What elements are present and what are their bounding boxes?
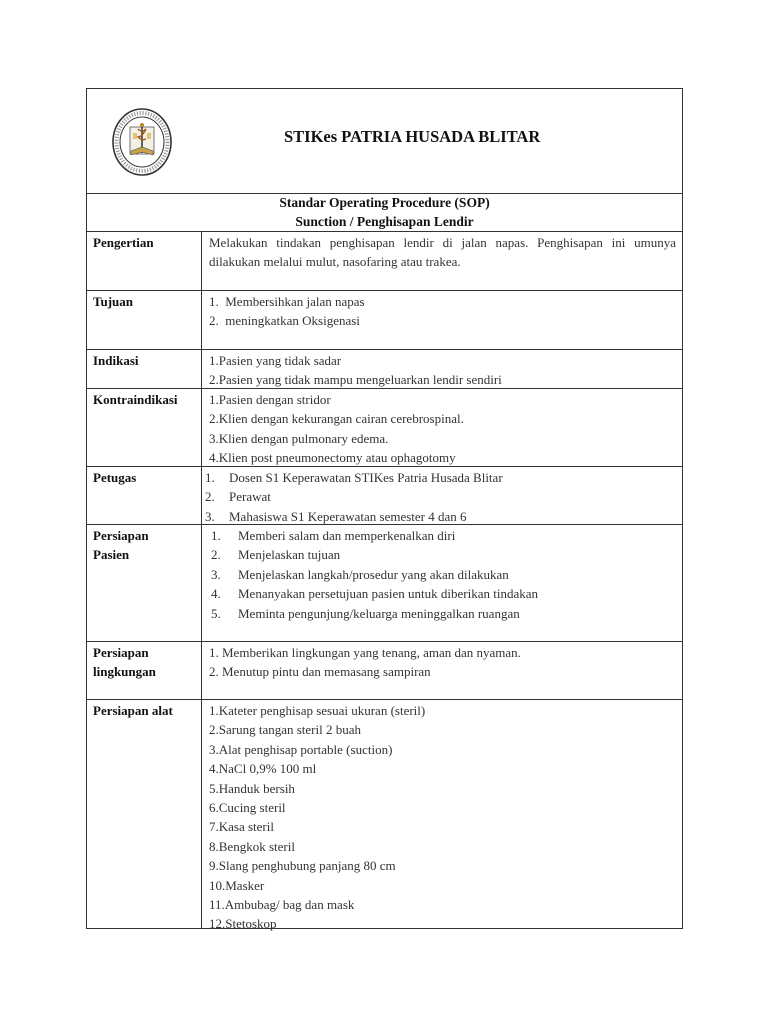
list-item bbox=[205, 468, 676, 487]
procedure-title: Sunction / Penghisapan Lendir bbox=[295, 214, 474, 229]
list-item: 9.Slang penghubung panjang 80 cm bbox=[209, 858, 396, 874]
list-item: 10.Masker bbox=[209, 877, 265, 893]
list-item: 11.Ambubag/ bag dan mask bbox=[209, 897, 355, 913]
row-persiapan-lingkungan bbox=[87, 641, 682, 700]
list-item: 1. Memberikan lingkungan yang tenang, aman dan nyaman. bbox=[209, 645, 521, 660]
label-petugas: Petugas bbox=[87, 466, 202, 524]
list-number: 1. bbox=[205, 470, 215, 485]
list-text: Dosen S1 Keperawatan STIKes Patria Husada Blitar bbox=[229, 470, 503, 485]
institution-logo bbox=[111, 107, 173, 177]
list-item: 6.Cucing steril bbox=[209, 800, 286, 816]
label-persiapan-pasien bbox=[87, 524, 202, 641]
list-item bbox=[211, 526, 676, 545]
list-number: 4. bbox=[211, 586, 221, 602]
list-item: 3.Alat penghisap portable (suction) bbox=[209, 741, 393, 757]
sop-title: Standar Operating Procedure (SOP) bbox=[279, 195, 490, 210]
value-petugas bbox=[203, 466, 682, 528]
list-item: 4.Klien post pneumonectomy atau ophagotomy bbox=[209, 450, 456, 466]
list-number: 2. bbox=[211, 547, 221, 563]
list-item: 8.Bengkok steril bbox=[209, 838, 295, 854]
list-item: 2.Sarung tangan steril 2 buah bbox=[209, 722, 361, 738]
list-item bbox=[205, 487, 676, 506]
list-item bbox=[211, 604, 676, 623]
list-item: 1. Membersihkan jalan napas bbox=[209, 294, 365, 309]
label-persiapan-lingkungan bbox=[87, 641, 202, 699]
list-item: 5.Handuk bersih bbox=[209, 780, 295, 796]
list-item bbox=[211, 545, 676, 564]
list-number: 3. bbox=[205, 508, 215, 524]
institution-name: STIKes PATRIA HUSADA BLITAR bbox=[284, 127, 541, 146]
list-item: 2. meningkatkan Oksigenasi bbox=[209, 313, 360, 329]
list-item: 3.Klien dengan pulmonary edema. bbox=[209, 430, 389, 446]
value-persiapan-alat bbox=[203, 699, 682, 936]
list-number: 2. bbox=[205, 489, 215, 505]
list-item: 1.Pasien yang tidak sadar bbox=[209, 353, 342, 368]
list-text: Mahasiswa S1 Keperawatan semester 4 dan 6 bbox=[229, 508, 467, 524]
label-line: lingkungan bbox=[93, 664, 156, 680]
label-line: Pasien bbox=[93, 547, 130, 563]
list-item: 2.Klien dengan kekurangan cairan cerebrospinal. bbox=[209, 411, 464, 427]
list-item: 12.Stetoskop bbox=[209, 916, 277, 932]
list-item: 2. Menutup pintu dan memasang sampiran bbox=[209, 664, 431, 680]
list-text: Meminta pengunjung/keluarga meninggalkan ruangan bbox=[238, 605, 520, 621]
row-kontraindikasi bbox=[87, 388, 682, 467]
row-petugas bbox=[87, 466, 682, 525]
list-number: 1. bbox=[211, 528, 221, 543]
value-kontraindikasi bbox=[203, 388, 682, 470]
sop-document bbox=[86, 88, 683, 932]
value-persiapan-pasien bbox=[203, 524, 682, 625]
value-tujuan bbox=[203, 290, 682, 333]
list-text: Memberi salam dan memperkenalkan diri bbox=[238, 528, 456, 543]
list-item bbox=[211, 584, 676, 603]
list-text: Perawat bbox=[229, 489, 271, 505]
list-text: Menjelaskan tujuan bbox=[238, 547, 341, 563]
label-line: Persiapan bbox=[93, 528, 149, 543]
list-item: 2.Pasien yang tidak mampu mengeluarkan lendir sendiri bbox=[209, 372, 502, 388]
label-indikasi: Indikasi bbox=[87, 349, 202, 388]
row-persiapan-pasien bbox=[87, 524, 682, 642]
label-pengertian: Pengertian bbox=[87, 231, 202, 290]
document-title bbox=[87, 193, 682, 232]
list-text: Menanyakan persetujuan pasien untuk diberikan tindakan bbox=[238, 586, 538, 602]
list-item: 1.Kateter penghisap sesuai ukuran (steril) bbox=[209, 703, 426, 718]
list-text: Menjelaskan langkah/prosedur yang akan dilakukan bbox=[238, 566, 509, 582]
list-number: 5. bbox=[211, 605, 221, 621]
value-pengertian: Melakukan tindakan penghisapan lendir di jalan napas. Penghisapan ini umunya dilakukan melalui mulut, nasofaring atau trakea. bbox=[209, 235, 676, 270]
row-indikasi bbox=[87, 349, 682, 389]
list-item: 4.NaCl 0,9% 100 ml bbox=[209, 761, 317, 777]
list-item: 7.Kasa steril bbox=[209, 819, 274, 835]
list-number: 3. bbox=[211, 566, 221, 582]
label-kontraindikasi: Kontraindikasi bbox=[87, 388, 202, 466]
value-persiapan-lingkungan bbox=[203, 641, 682, 684]
list-item: 1.Pasien dengan stridor bbox=[209, 392, 331, 407]
label-line: Persiapan bbox=[93, 645, 149, 660]
row-pengertian bbox=[87, 231, 682, 291]
label-tujuan: Tujuan bbox=[87, 290, 202, 349]
document-header bbox=[87, 89, 682, 194]
value-indikasi bbox=[203, 349, 682, 392]
list-item bbox=[211, 565, 676, 584]
label-persiapan-alat: Persiapan alat bbox=[87, 699, 202, 929]
row-persiapan-alat bbox=[87, 699, 682, 932]
row-tujuan bbox=[87, 290, 682, 350]
